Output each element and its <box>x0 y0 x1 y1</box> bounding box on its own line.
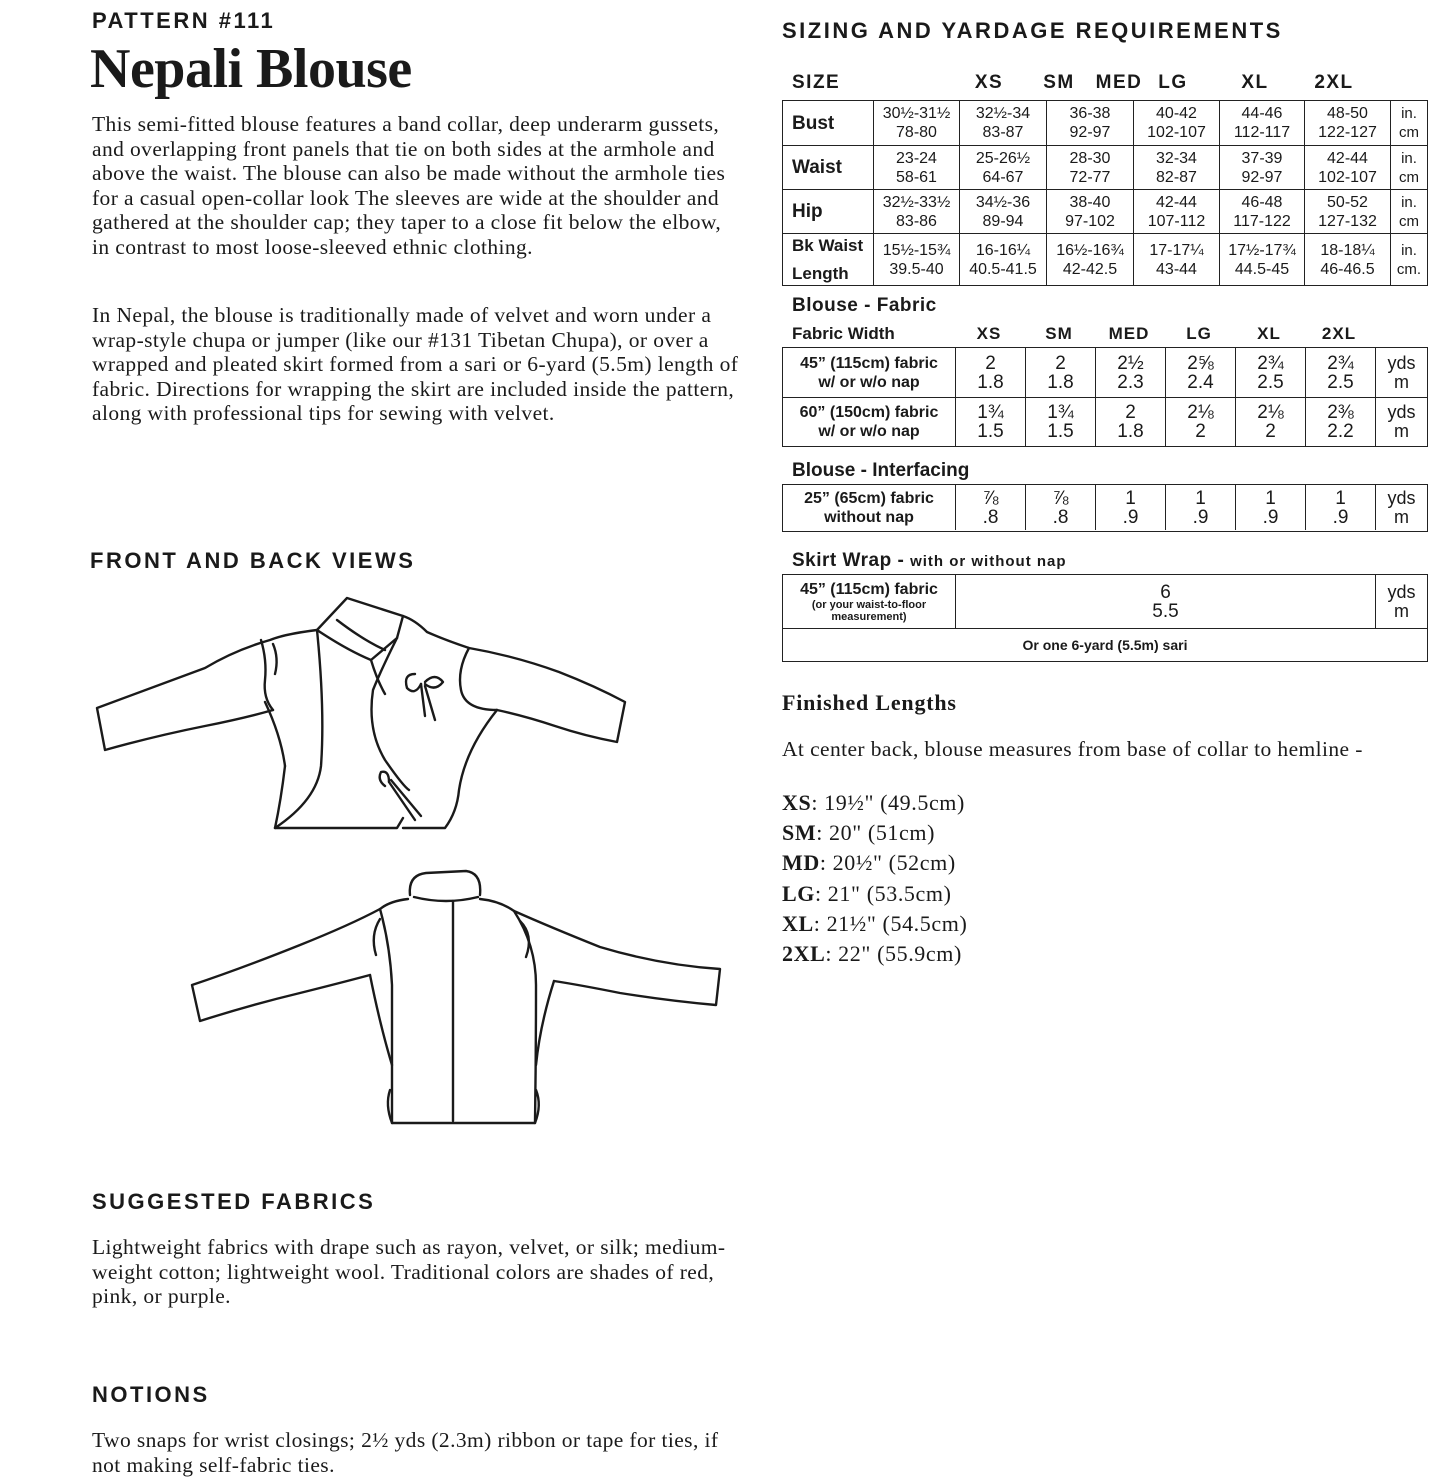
table-cell: 50-52 127-132 <box>1304 190 1390 233</box>
finished-length-lg: LG: 21" (53.5cm) <box>782 881 952 906</box>
finished-lengths-intro: At center back, blouse measures from base of collar to hemline - <box>782 737 1363 761</box>
row-label-back-waist-length: Bk Waist Length <box>792 235 864 283</box>
finished-length-md: MD: 20½" (52cm) <box>782 850 956 875</box>
views-heading: FRONT AND BACK VIEWS <box>90 548 416 573</box>
table-cell: 42-44 102-107 <box>1304 146 1390 189</box>
interfacing-table <box>782 484 1428 532</box>
size-2xl: 2XL <box>1321 324 1357 343</box>
finished-length-xs: XS: 19½" (49.5cm) <box>782 790 965 815</box>
row-label-hip: Hip <box>792 201 823 222</box>
table-cell: 1¾ 1.5 <box>1025 398 1095 446</box>
unit-cell: yds m <box>1375 575 1427 628</box>
size-label: SIZE <box>792 72 841 93</box>
interfacing-heading: Blouse - Interfacing <box>792 460 970 481</box>
table-cell: 17½-17¾ 44.5-45 <box>1219 234 1304 285</box>
finished-lengths-heading: Finished Lengths <box>782 690 957 715</box>
table-cell: 2¾ 2.5 <box>1305 348 1375 397</box>
table-cell: 28-30 72-77 <box>1046 146 1133 189</box>
table-cell: 34½-36 89-94 <box>959 190 1046 233</box>
table-cell: 1 .9 <box>1095 485 1165 530</box>
table-cell: 6 5.5 <box>955 575 1375 628</box>
table-cell: 42-44 107-112 <box>1133 190 1219 233</box>
table-cell: 2⅛ 2 <box>1235 398 1305 446</box>
size-2xl: 2XL <box>1314 72 1354 93</box>
table-row <box>783 628 1427 661</box>
size-med: MED <box>1095 72 1143 93</box>
table-cell: 2⅝ 2.4 <box>1165 348 1235 397</box>
fabric-width-header-row <box>782 324 1428 344</box>
sizing-heading: SIZING AND YARDAGE REQUIREMENTS <box>782 18 1283 43</box>
table-cell: 2 1.8 <box>1025 348 1095 397</box>
measurements-table <box>782 100 1428 286</box>
table-row <box>783 485 1427 530</box>
intro-paragraph-2: In Nepal, the blouse is traditionally made of velvet and worn under a wrap-style chupa or jumper (like our #131 Tibetan Chupa), or over a wrapped and pleated skirt formed from a sari or 6-yard (5.5m) length of fabric. Directions for wrapping the skirt are included inside the pattern, along with professional tips for sewing with velvet. <box>92 303 739 426</box>
table-cell: 1 .9 <box>1165 485 1235 530</box>
fabric-width-cell: 45” (115cm) fabric (or your waist-to-floor measurement) <box>800 581 938 623</box>
skirt-wrap-table <box>782 574 1428 662</box>
fabric-width-cell: 60” (150cm) fabric w/ or w/o nap <box>799 404 939 440</box>
table-cell: 23-24 58-61 <box>873 146 959 189</box>
unit-cell: yds m <box>1375 348 1427 397</box>
finished-length-sm: SM: 20" (51cm) <box>782 820 936 845</box>
table-cell: ⅞ .8 <box>955 485 1025 530</box>
table-cell: 40-42 102-107 <box>1133 101 1219 145</box>
intro-paragraph-1: This semi-fitted blouse features a band collar, deep underarm gussets, and overlapping front panels that tie on both sides at the armhole and above the waist. The blouse can also be made without the armhole ties for a casual open-collar look The sleeves are wide at the shoulder and gathered at the shoulder cap; they taper to a close fit below the elbow, in contrast to most loose-sleeved ethnic clothing. <box>92 112 726 259</box>
unit-cell: yds m <box>1375 398 1427 446</box>
page-title: Nepali Blouse <box>90 38 412 100</box>
size-sm: SM <box>1043 72 1075 93</box>
notions-text: Two snaps for wrist closings; 2½ yds (2.3m) ribbon or tape for ties, if not making self-fabric ties. <box>92 1428 719 1477</box>
table-cell: 44-46 112-117 <box>1219 101 1304 145</box>
table-row <box>783 233 1427 285</box>
table-row <box>783 145 1427 189</box>
row-label-bust: Bust <box>792 112 835 134</box>
unit-cell: yds m <box>1375 485 1427 530</box>
size-med: MED <box>1108 324 1150 343</box>
table-row <box>783 348 1427 397</box>
table-row <box>783 189 1427 233</box>
fabric-width-label: Fabric Width <box>792 324 895 343</box>
table-cell: 32-34 82-87 <box>1133 146 1219 189</box>
table-cell: 16-16¼ 40.5-41.5 <box>959 234 1046 285</box>
table-cell: 17-17¼ 43-44 <box>1133 234 1219 285</box>
size-xl: XL <box>1241 72 1269 93</box>
table-row <box>783 575 1427 628</box>
size-sm: SM <box>1045 324 1073 343</box>
table-cell: 2 1.8 <box>955 348 1025 397</box>
size-header-row <box>782 72 1428 96</box>
size-lg: LG <box>1186 324 1212 343</box>
skirt-wrap-heading: Skirt Wrap - with or without nap <box>792 550 1067 571</box>
table-cell: 32½-34 83-87 <box>959 101 1046 145</box>
table-cell: 30½-31½ 78-80 <box>873 101 959 145</box>
front-view-illustration <box>85 590 645 850</box>
size-xs: XS <box>976 324 1002 343</box>
blouse-fabric-table <box>782 347 1428 447</box>
table-cell: 1 .9 <box>1235 485 1305 530</box>
table-cell: 48-50 122-127 <box>1304 101 1390 145</box>
table-cell: 2 1.8 <box>1095 398 1165 446</box>
unit-cell: in. cm <box>1390 190 1427 233</box>
suggested-fabrics-heading: SUGGESTED FABRICS <box>92 1189 376 1214</box>
table-cell: 15½-15¾ 39.5-40 <box>873 234 959 285</box>
table-cell: 1 .9 <box>1305 485 1375 530</box>
notions-heading: NOTIONS <box>92 1382 210 1407</box>
finished-length-xl: XL: 21½" (54.5cm) <box>782 911 968 936</box>
table-cell: 25-26½ 64-67 <box>959 146 1046 189</box>
table-cell: 16½-16¾ 42-42.5 <box>1046 234 1133 285</box>
table-cell: 37-39 92-97 <box>1219 146 1304 189</box>
table-cell: 36-38 92-97 <box>1046 101 1133 145</box>
finished-length-2xl: 2XL: 22" (55.9cm) <box>782 941 962 966</box>
table-cell: ⅞ .8 <box>1025 485 1095 530</box>
table-cell: 2½ 2.3 <box>1095 348 1165 397</box>
sari-alternative: Or one 6-yard (5.5m) sari <box>1022 636 1188 653</box>
table-row <box>783 397 1427 446</box>
blouse-fabric-heading: Blouse - Fabric <box>792 295 937 316</box>
table-cell: 18-18¼ 46-46.5 <box>1304 234 1390 285</box>
table-cell: 38-40 97-102 <box>1046 190 1133 233</box>
row-label-waist: Waist <box>792 157 842 178</box>
suggested-fabrics-text: Lightweight fabrics with drape such as rayon, velvet, or silk; medium-weight cotton; lightweight wool. Traditional colors are shades of red, pink, or purple. <box>92 1235 726 1309</box>
size-lg: LG <box>1158 72 1188 93</box>
unit-cell: in. cm <box>1390 146 1427 189</box>
table-cell: 2¾ 2.5 <box>1235 348 1305 397</box>
size-xl: XL <box>1257 324 1281 343</box>
table-cell: 2⅜ 2.2 <box>1305 398 1375 446</box>
unit-cell: in. cm <box>1390 101 1427 145</box>
fabric-width-cell: 45” (115cm) fabric w/ or w/o nap <box>800 354 938 391</box>
table-cell: 46-48 117-122 <box>1219 190 1304 233</box>
unit-cell: in. cm. <box>1390 234 1427 285</box>
table-cell: 32½-33½ 83-86 <box>873 190 959 233</box>
pattern-number: PATTERN #111 <box>92 8 276 33</box>
table-cell: 2⅛ 2 <box>1165 398 1235 446</box>
fabric-width-cell: 25” (65cm) fabric without nap <box>804 489 934 526</box>
back-view-illustration <box>180 865 730 1130</box>
size-xs: XS <box>974 72 1004 93</box>
table-cell: 1¾ 1.5 <box>955 398 1025 446</box>
table-row <box>783 101 1427 145</box>
